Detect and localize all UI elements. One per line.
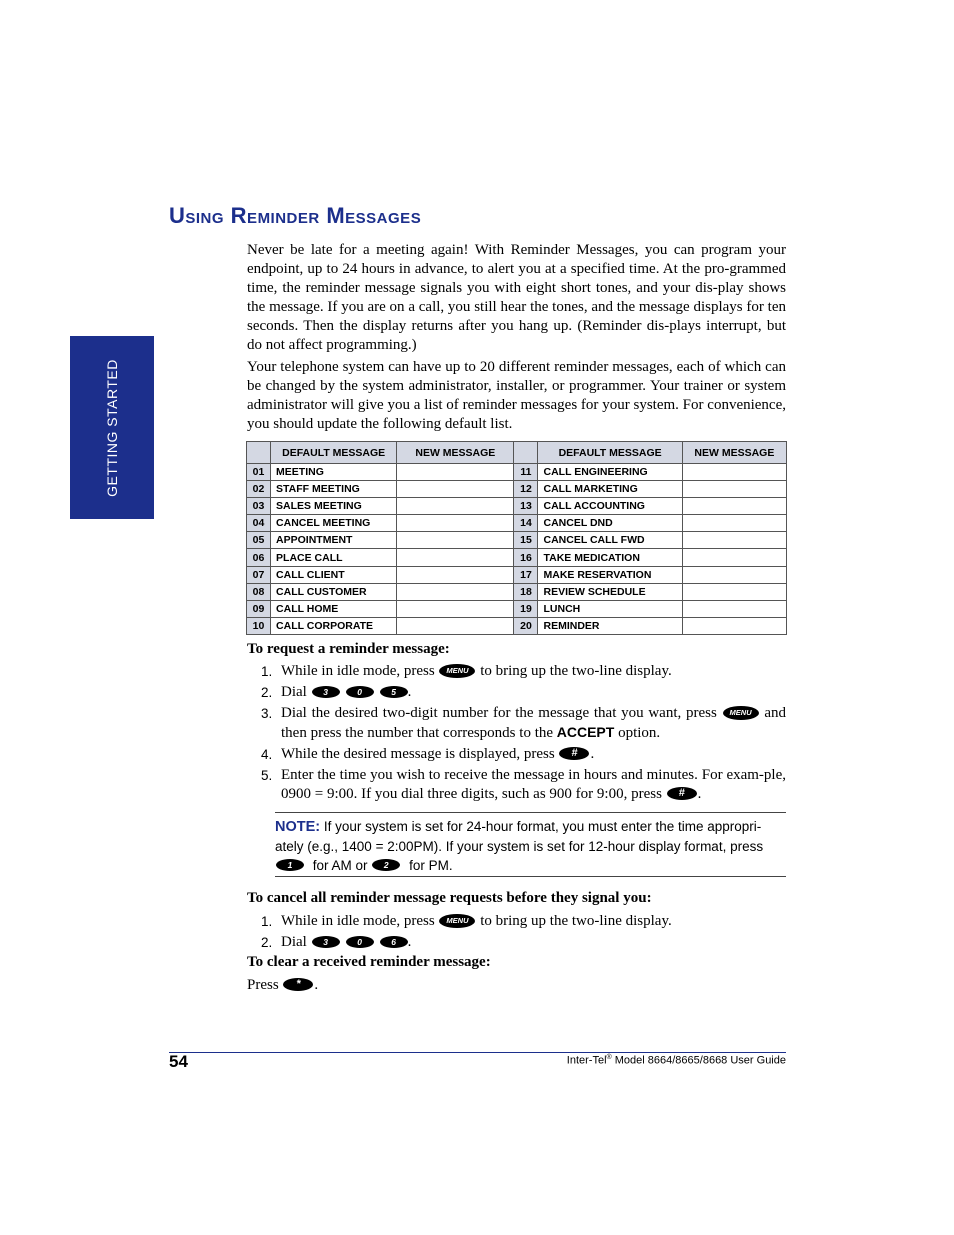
default-message-cell: MAKE RESERVATION xyxy=(538,566,682,583)
digit-2-key-icon: 2 xyxy=(372,859,400,871)
row-number: 05 xyxy=(247,532,271,549)
intro-paragraph: Never be late for a meeting again! With Reminder Messages, you can program your endpoint, up to 24 hours in advance, to alert you at a specified time. At the pro-grammed time, the reminder message signals you with eight short tones, and your dis-play shows the message. If you are on a call, you still hear the tones, and the message displays for ten seconds. Then the display returns after you hang up. (Reminder dis-plays interrupt, but do not affect programming.) xyxy=(247,242,786,353)
digit-3-key-icon: 3 xyxy=(312,686,340,698)
cancel-heading: To cancel all reminder message requests before they signal you: xyxy=(247,890,652,906)
row-number: 09 xyxy=(247,600,271,617)
row-number: 16 xyxy=(514,549,538,566)
default-message-cell: REMINDER xyxy=(538,617,682,634)
list-item: 1. While in idle mode, press MENU to bring up the two-line display. xyxy=(261,913,672,929)
row-number: 08 xyxy=(247,583,271,600)
menu-key-icon: MENU xyxy=(723,706,759,720)
new-message-cell xyxy=(682,464,786,481)
system-paragraph: Your telephone system can have up to 20 different reminder messages, each of which can be changed by the system administrator, installer, or programmer. Your trainer or system administrator will give you a list of reminder messages for your system. For convenience, you should update the following default list. xyxy=(247,359,786,432)
list-item: 4. While the desired message is displayed, press # . xyxy=(261,746,595,762)
default-message-cell: CALL ENGINEERING xyxy=(538,464,682,481)
menu-key-icon: MENU xyxy=(439,664,475,678)
table-header-default: DEFAULT MESSAGE xyxy=(538,442,682,464)
default-message-cell: CALL CORPORATE xyxy=(271,617,397,634)
list-item: 2. Dial 3 0 6 . xyxy=(261,934,412,950)
list-item: 2. Dial 3 0 5 . xyxy=(261,684,412,700)
new-message-cell xyxy=(682,498,786,515)
table-row xyxy=(247,617,787,634)
new-message-cell xyxy=(682,549,786,566)
default-message-cell: REVIEW SCHEDULE xyxy=(538,583,682,600)
default-message-cell: STAFF MEETING xyxy=(271,481,397,498)
digit-6-key-icon: 6 xyxy=(380,936,408,948)
table-header-new: NEW MESSAGE xyxy=(682,442,786,464)
table-header-new: NEW MESSAGE xyxy=(397,442,514,464)
new-message-cell xyxy=(397,549,514,566)
row-number: 02 xyxy=(247,481,271,498)
digit-0-key-icon: 0 xyxy=(346,686,374,698)
reminder-messages-table xyxy=(246,441,787,635)
table-row xyxy=(247,515,787,532)
row-number: 19 xyxy=(514,600,538,617)
table-row xyxy=(247,464,787,481)
digit-0-key-icon: 0 xyxy=(346,936,374,948)
clear-instruction: Press * . xyxy=(247,977,319,993)
default-message-cell: CALL HOME xyxy=(271,600,397,617)
note-label: NOTE: xyxy=(275,819,321,835)
row-number: 03 xyxy=(247,498,271,515)
row-number: 18 xyxy=(514,583,538,600)
row-number: 10 xyxy=(247,617,271,634)
table-row xyxy=(247,498,787,515)
digit-1-key-icon: 1 xyxy=(276,859,304,871)
list-item: 3. Dial the desired two-digit number for the message that you want, press MENU and then press the number that corresponds to the ACCEPT option. xyxy=(261,705,786,741)
new-message-cell xyxy=(397,583,514,600)
row-number: 14 xyxy=(514,515,538,532)
new-message-cell xyxy=(397,566,514,583)
new-message-cell xyxy=(682,515,786,532)
list-item: 5. Enter the time you wish to receive the message in hours and minutes. For exam-ple, 0900 = 9:00. If you dial three digits, such as 900 for 9:00, press # . xyxy=(261,767,786,802)
table-row xyxy=(247,481,787,498)
footer-guide-title: Inter-Tel® Model 8664/8665/8668 User Guide xyxy=(566,1054,786,1067)
table-header-number xyxy=(247,442,271,464)
clear-heading: To clear a received reminder message: xyxy=(247,954,491,970)
default-message-cell: CALL CUSTOMER xyxy=(271,583,397,600)
default-message-cell: LUNCH xyxy=(538,600,682,617)
default-message-cell: CALL CLIENT xyxy=(271,566,397,583)
row-number: 06 xyxy=(247,549,271,566)
note-text: If your system is set for 24-hour format, you must enter the time appropri-ately (e.g., 1400 = 2:00PM). If your system is set for 12-hour display format, press xyxy=(275,819,764,854)
list-item: 1. While in idle mode, press MENU to bring up the two-line display. xyxy=(261,663,672,679)
row-number: 15 xyxy=(514,532,538,549)
new-message-cell xyxy=(682,566,786,583)
default-message-cell: CANCEL DND xyxy=(538,515,682,532)
new-message-cell xyxy=(682,532,786,549)
digit-5-key-icon: 5 xyxy=(380,686,408,698)
footer-rule xyxy=(169,1052,786,1053)
default-message-cell: TAKE MEDICATION xyxy=(538,549,682,566)
page-number: 54 xyxy=(169,1052,188,1071)
new-message-cell xyxy=(397,532,514,549)
digit-3-key-icon: 3 xyxy=(312,936,340,948)
request-steps xyxy=(247,662,786,806)
table-header-row xyxy=(247,442,787,464)
page-title: Using Reminder Messages xyxy=(169,203,422,228)
pound-key-icon: # xyxy=(559,747,589,760)
row-number: 17 xyxy=(514,566,538,583)
new-message-cell xyxy=(682,600,786,617)
row-number: 11 xyxy=(514,464,538,481)
row-number: 20 xyxy=(514,617,538,634)
default-message-cell: PLACE CALL xyxy=(271,549,397,566)
table-row xyxy=(247,583,787,600)
table-row xyxy=(247,566,787,583)
table-row xyxy=(247,549,787,566)
row-number: 01 xyxy=(247,464,271,481)
note-box: NOTE: If your system is set for 24-hour format, you must enter the time appropri-ately (e.g., 1400 = 2:00PM). If your system is set for 12-hour display format, press 1 for AM or 2 for PM. xyxy=(275,812,786,877)
side-tab-label: GETTING STARTED xyxy=(104,358,120,497)
default-message-cell: MEETING xyxy=(271,464,397,481)
new-message-cell xyxy=(397,481,514,498)
table-header-number xyxy=(514,442,538,464)
table-row xyxy=(247,600,787,617)
section-side-tab xyxy=(70,336,154,519)
default-message-cell: CALL MARKETING xyxy=(538,481,682,498)
table-header-default: DEFAULT MESSAGE xyxy=(271,442,397,464)
new-message-cell xyxy=(397,600,514,617)
new-message-cell xyxy=(397,498,514,515)
row-number: 07 xyxy=(247,566,271,583)
new-message-cell xyxy=(397,464,514,481)
new-message-cell xyxy=(397,617,514,634)
new-message-cell xyxy=(682,617,786,634)
new-message-cell xyxy=(682,583,786,600)
row-number: 12 xyxy=(514,481,538,498)
cancel-steps xyxy=(247,912,786,954)
row-number: 04 xyxy=(247,515,271,532)
row-number: 13 xyxy=(514,498,538,515)
request-heading: To request a reminder message: xyxy=(247,641,450,657)
new-message-cell xyxy=(397,515,514,532)
new-message-cell xyxy=(682,481,786,498)
table-row xyxy=(247,532,787,549)
default-message-cell: SALES MEETING xyxy=(271,498,397,515)
default-message-cell: CALL ACCOUNTING xyxy=(538,498,682,515)
pound-key-icon: # xyxy=(667,787,697,800)
menu-key-icon: MENU xyxy=(439,914,475,928)
default-message-cell: CANCEL MEETING xyxy=(271,515,397,532)
star-key-icon: * xyxy=(283,978,313,991)
default-message-cell: CANCEL CALL FWD xyxy=(538,532,682,549)
accept-option-label: ACCEPT xyxy=(556,724,615,740)
default-message-cell: APPOINTMENT xyxy=(271,532,397,549)
